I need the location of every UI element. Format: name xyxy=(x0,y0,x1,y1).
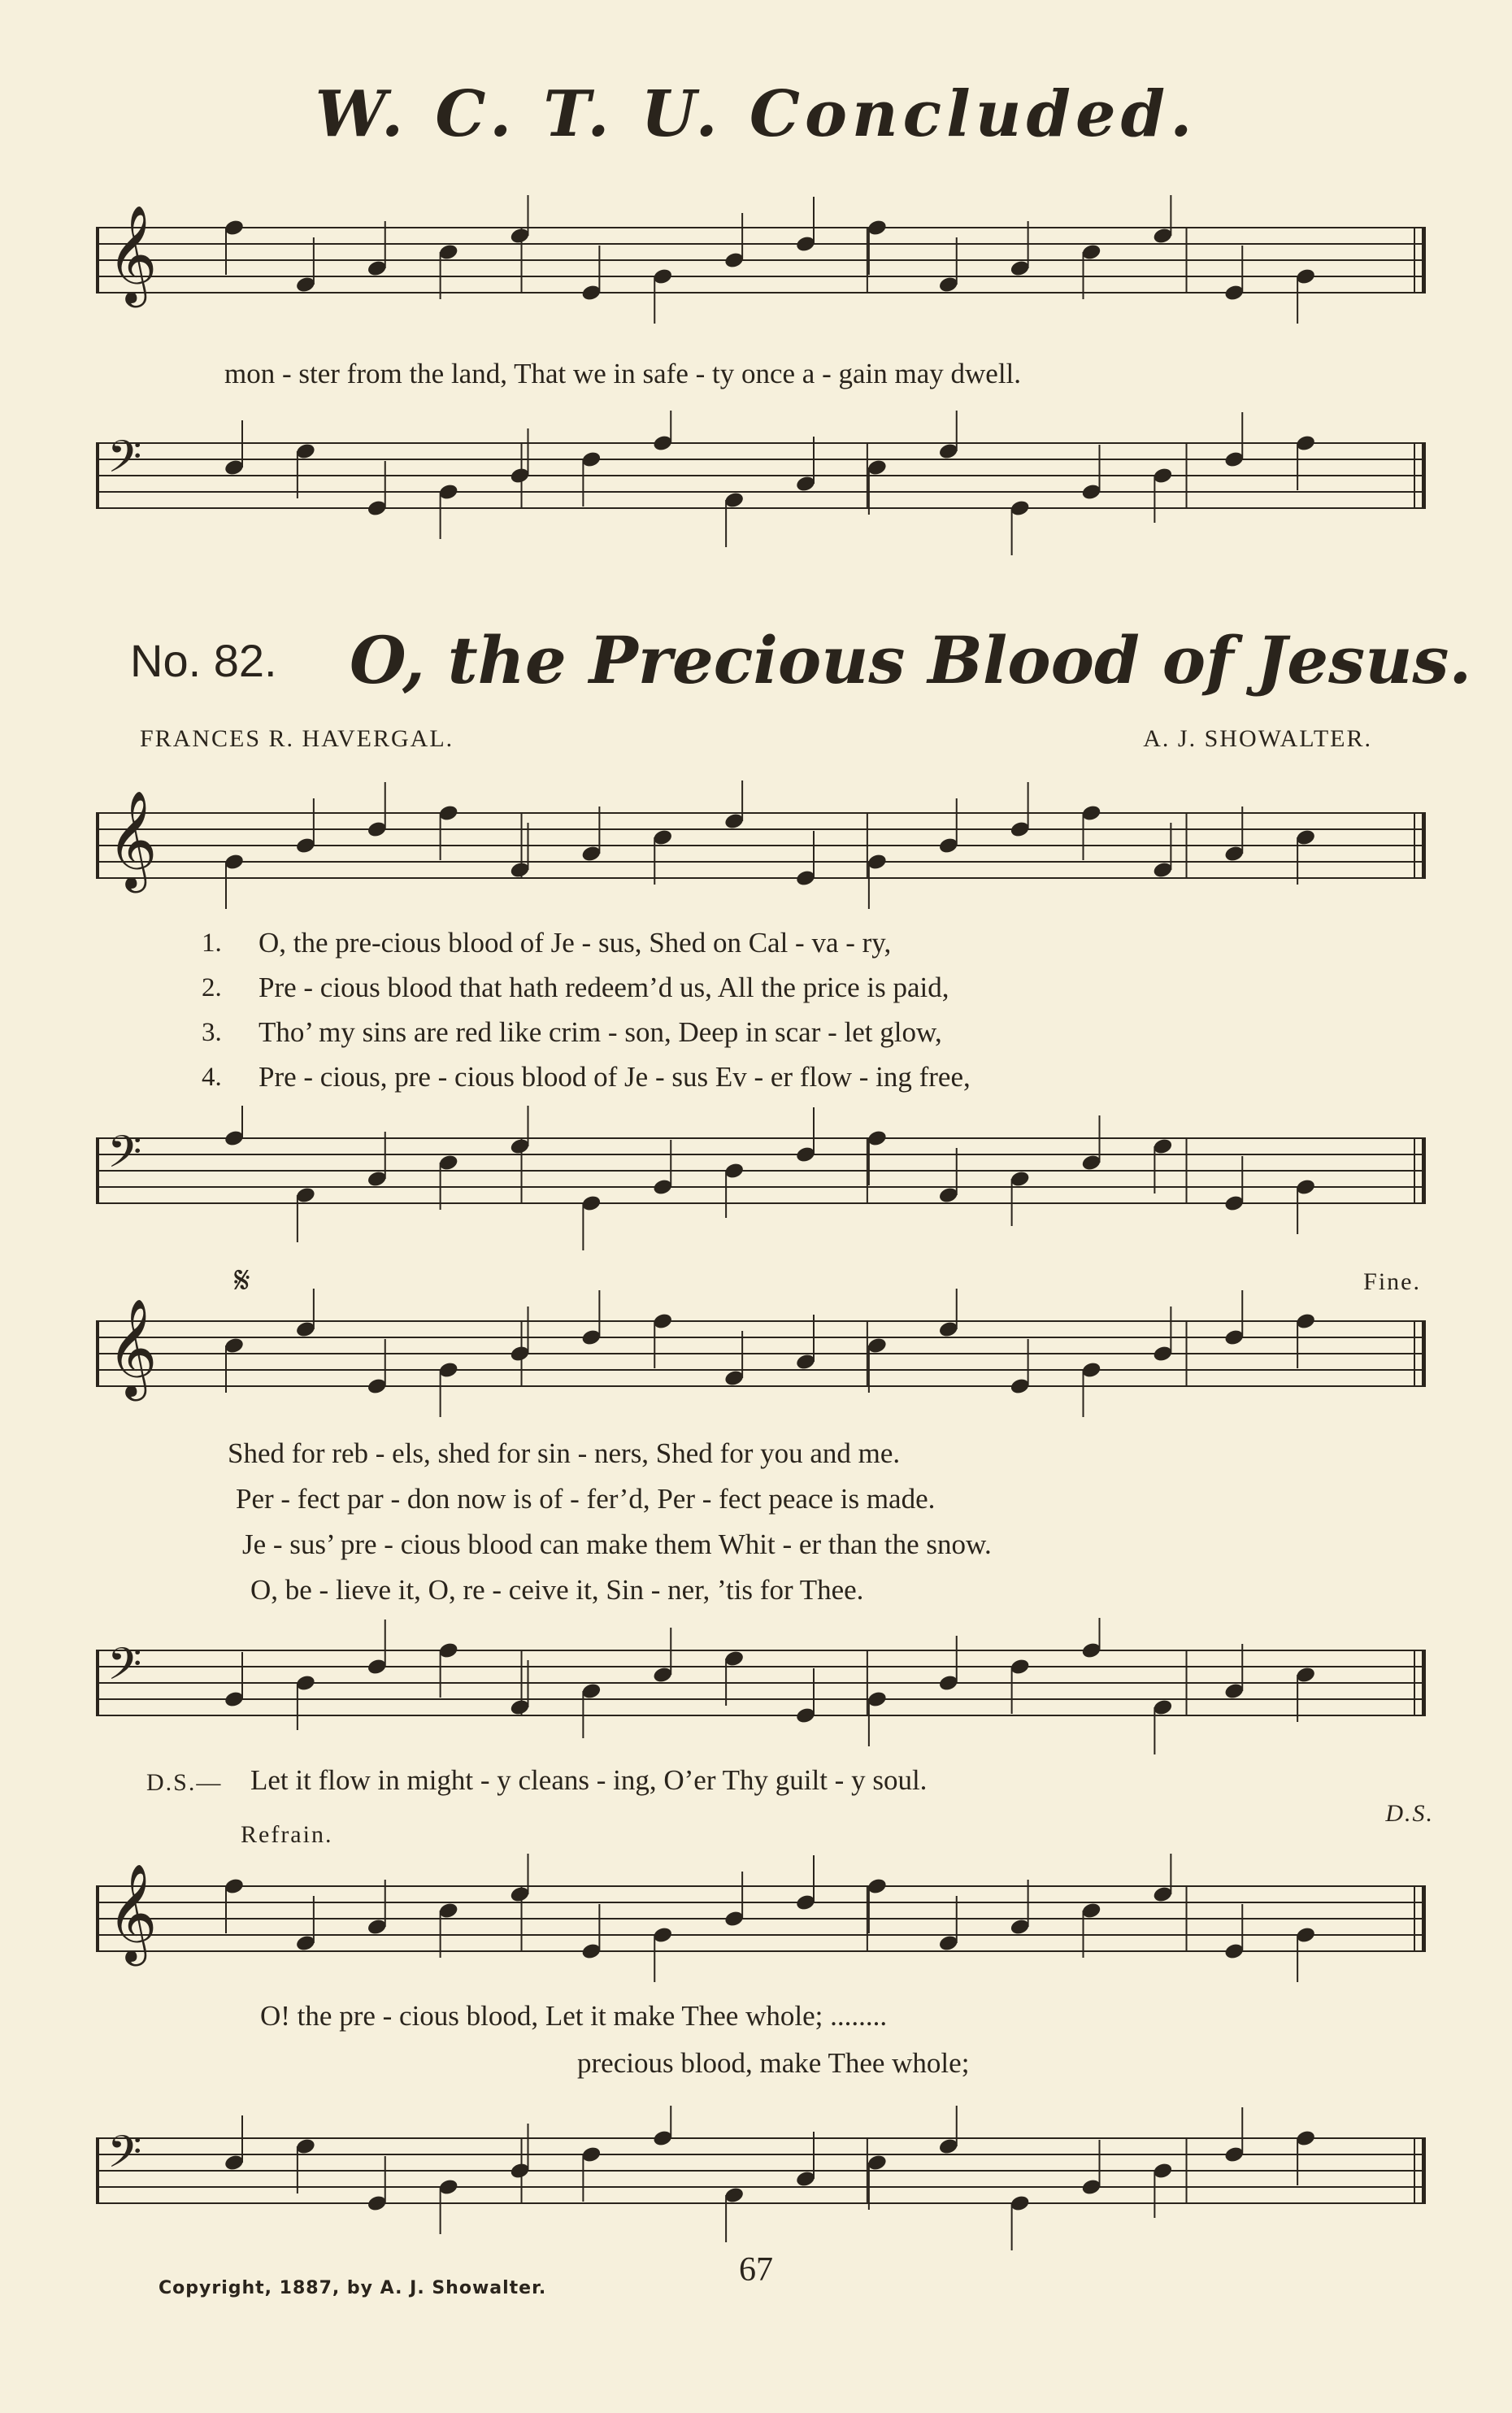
staff-treble-2 xyxy=(96,780,1426,927)
verse-number: 2. xyxy=(202,973,222,1002)
staff-treble-4 xyxy=(96,1854,1426,2000)
verse-line: Per - fect par - don now is of - fer’d, Per - fect peace is made. xyxy=(236,1483,936,1515)
staff-treble-1 xyxy=(96,195,1426,341)
svg-text:𝄢: 𝄢 xyxy=(107,1638,142,1701)
svg-text:𝄞: 𝄞 xyxy=(107,204,158,303)
composer-credit: A. J. SHOWALTER. xyxy=(1143,725,1372,752)
verse-number: 1. xyxy=(202,928,222,958)
page-heading: W. C. T. U. Concluded. xyxy=(315,77,1197,151)
verse-line: O, the pre-cious blood of Je - sus, Shed on Cal - va - ry, xyxy=(259,927,892,959)
ds-mark: D.S. xyxy=(1385,1800,1434,1827)
copyright-notice: Copyright, 1887, by A. J. Showalter. xyxy=(159,2278,547,2298)
bass-staff-svg xyxy=(96,411,1426,557)
lyric-line-top: mon - ster from the land, That we in safe - ty once a - gain may dwell. xyxy=(224,358,1022,389)
fine-mark: Fine. xyxy=(1363,1268,1421,1295)
ds-prefix: D.S.— xyxy=(146,1769,223,1796)
verse-number: 4. xyxy=(202,1063,222,1092)
refrain-line-alto: precious blood, make Thee whole; xyxy=(577,2047,970,2079)
svg-text:𝄞: 𝄞 xyxy=(107,1863,158,1962)
refrain-mark: Refrain. xyxy=(241,1821,333,1848)
svg-text:𝄢: 𝄢 xyxy=(107,2126,142,2189)
verse-line: Pre - cious, pre - cious blood of Je - sus Ev - er flow - ing free, xyxy=(259,1061,971,1093)
verse-line: Pre - cious blood that hath redeem’d us, All the price is paid, xyxy=(259,972,949,1003)
svg-text:𝄞: 𝄞 xyxy=(107,789,158,889)
verse-number: 3. xyxy=(202,1018,222,1047)
segno-sign: 𝄋 xyxy=(234,1259,252,1301)
hymn-number: No. 82. xyxy=(130,635,277,686)
svg-text:𝄞: 𝄞 xyxy=(107,1298,158,1397)
staff-treble-3 xyxy=(96,1289,1426,1435)
verse-line: Je - sus’ pre - cious blood can make them Whit - er than the snow. xyxy=(242,1528,992,1560)
bass-staff-svg xyxy=(96,1106,1426,1252)
verse-line: O, be - lieve it, O, re - ceive it, Sin - ner, ’tis for Thee. xyxy=(250,1574,864,1606)
staff-bass-4 xyxy=(96,2106,1426,2252)
treble-staff-svg xyxy=(96,780,1426,927)
ds-lyric-line: Let it flow in might - y cleans - ing, O’er Thy guilt - y soul. xyxy=(250,1764,928,1796)
svg-text:𝄢: 𝄢 xyxy=(107,431,142,493)
hymn-title: O, the Precious Blood of Jesus. xyxy=(350,622,1472,698)
bass-staff-svg xyxy=(96,2106,1426,2252)
bass-staff-svg xyxy=(96,1618,1426,1764)
treble-staff-svg xyxy=(96,1854,1426,2000)
staff-bass-1 xyxy=(96,411,1426,557)
page-number: 67 xyxy=(739,2251,773,2289)
refrain-line: O! the pre - cious blood, Let it make Thee whole; ........ xyxy=(260,2000,888,2032)
svg-text:𝄢: 𝄢 xyxy=(107,1126,142,1189)
treble-staff-svg xyxy=(96,1289,1426,1435)
staff-bass-2 xyxy=(96,1106,1426,1252)
verse-line: Shed for reb - els, shed for sin - ners, Shed for you and me. xyxy=(228,1437,901,1469)
staff-bass-3 xyxy=(96,1618,1426,1764)
treble-staff-svg xyxy=(96,195,1426,341)
verse-line: Tho’ my sins are red like crim - son, Deep in scar - let glow, xyxy=(259,1016,942,1048)
author-credit: FRANCES R. HAVERGAL. xyxy=(140,725,454,752)
